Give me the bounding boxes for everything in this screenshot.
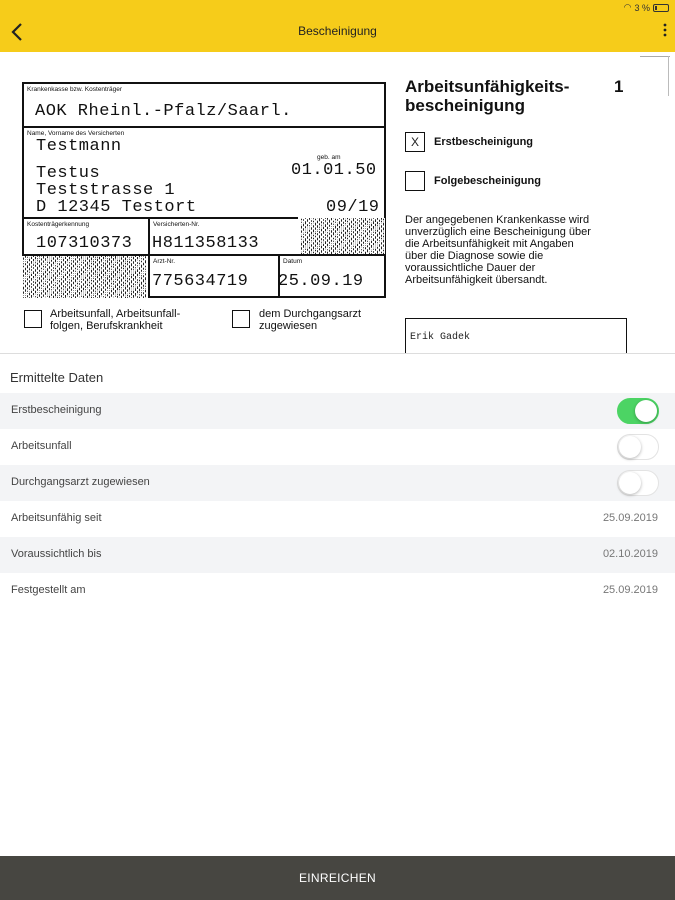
status-bar bbox=[0, 0, 675, 12]
row-value: 02.10.2019 bbox=[602, 548, 658, 560]
name-line2: Testus bbox=[36, 164, 101, 183]
scroll-indicator-vertical bbox=[668, 56, 669, 96]
doctor-stamp-box bbox=[405, 318, 627, 354]
row-label: Erstbescheinigung bbox=[11, 404, 102, 416]
row-label: Voraussichtlich bis bbox=[11, 548, 102, 560]
toggle-knob bbox=[619, 472, 641, 494]
document-title: Arbeitsunfähigkeits- bescheinigung 1 bbox=[405, 77, 624, 115]
kennung-label: Kostenträgerkennung bbox=[27, 221, 90, 228]
name-line1: Testmann bbox=[36, 137, 122, 156]
city-value: D 12345 Testort bbox=[36, 198, 197, 217]
row-label: Durchgangsarzt zugewiesen bbox=[11, 476, 150, 488]
versnr-label: Versicherten-Nr. bbox=[153, 221, 200, 228]
page-title: Bescheinigung bbox=[298, 24, 377, 38]
folge-checkbox-label: Folgebescheinigung bbox=[434, 175, 541, 187]
durchgangsarzt-checkbox-label: dem Durchgangsarzt zugewiesen bbox=[259, 308, 362, 332]
arzt-value: 775634719 bbox=[152, 272, 249, 291]
battery-label: 3 % bbox=[634, 2, 650, 13]
insurance-card bbox=[22, 82, 386, 298]
dob-label: geb. am bbox=[317, 154, 341, 161]
row-label: Arbeitsunfähig seit bbox=[11, 512, 102, 524]
submit-button[interactable]: EINREICHEN bbox=[0, 856, 675, 900]
row-erstbescheinigung bbox=[0, 393, 675, 429]
redacted-barcode-2 bbox=[22, 256, 147, 298]
durchgangsarzt-toggle[interactable] bbox=[617, 470, 659, 496]
row-durchgangsarzt bbox=[0, 465, 675, 501]
arbeitsunfall-toggle[interactable] bbox=[617, 434, 659, 460]
dob-value: 01.01.50 bbox=[291, 161, 377, 180]
section-heading: Ermittelte Daten bbox=[10, 370, 104, 385]
document-image[interactable] bbox=[0, 52, 675, 354]
row-label: Arbeitsunfall bbox=[11, 440, 72, 452]
more-vertical-icon bbox=[663, 23, 667, 37]
wifi-icon: ◠ bbox=[623, 2, 632, 12]
row-arbeitsunfaehig-seit[interactable] bbox=[0, 501, 675, 537]
scroll-indicator bbox=[640, 56, 670, 58]
toggle-knob bbox=[635, 400, 657, 422]
arbeitsunfall-checkbox bbox=[24, 310, 42, 328]
erstbescheinigung-toggle[interactable] bbox=[617, 398, 659, 424]
kasse-value: AOK Rheinl.-Pfalz/Saarl. bbox=[35, 102, 292, 121]
durchgangsarzt-checkbox bbox=[232, 310, 250, 328]
battery-icon bbox=[653, 4, 669, 12]
kasse-label: Krankenkasse bzw. Kostenträger bbox=[27, 86, 123, 93]
kennung-value: 107310373 bbox=[36, 234, 133, 253]
datum-value: 25.09.19 bbox=[278, 272, 364, 291]
folge-checkbox bbox=[405, 171, 425, 191]
row-value: 25.09.2019 bbox=[602, 584, 658, 596]
name-label: Name, Vorname des Versicherten bbox=[27, 130, 125, 137]
navigation-bar bbox=[0, 12, 675, 52]
row-festgestellt-am[interactable] bbox=[0, 573, 675, 609]
redacted-barcode bbox=[300, 218, 385, 254]
toggle-knob bbox=[619, 436, 641, 458]
street-value: Teststrasse 1 bbox=[36, 181, 176, 200]
datum-label: Datum bbox=[283, 258, 303, 265]
arzt-label: Arzt-Nr. bbox=[153, 258, 176, 265]
row-arbeitsunfall bbox=[0, 429, 675, 465]
erst-checkbox-label: Erstbescheinigung bbox=[434, 136, 534, 148]
row-label: Festgestellt am bbox=[11, 584, 86, 596]
doctor-name: Erik Gadek bbox=[410, 332, 471, 343]
row-value: 25.09.2019 bbox=[602, 512, 658, 524]
arbeitsunfall-checkbox-label: Arbeitsunfall, Arbeitsunfall- folgen, Berufskrankheit bbox=[50, 308, 181, 332]
versnr-value: H811358133 bbox=[152, 234, 260, 253]
extracted-data-section bbox=[0, 354, 675, 856]
erst-checkbox: X bbox=[405, 132, 425, 152]
valid-value: 09/19 bbox=[326, 198, 380, 217]
document-paragraph: Der angegebenen Krankenkasse wird unverzüglich eine Bescheinigung über die Arbeitsunfähigkeit mit Angaben über die Diagnose sowie die voraussichtliche Dauer der Arbeitsunfähigkeit übersandt. bbox=[405, 214, 591, 286]
more-menu-button[interactable] bbox=[661, 22, 669, 42]
row-voraussichtlich-bis[interactable] bbox=[0, 537, 675, 573]
